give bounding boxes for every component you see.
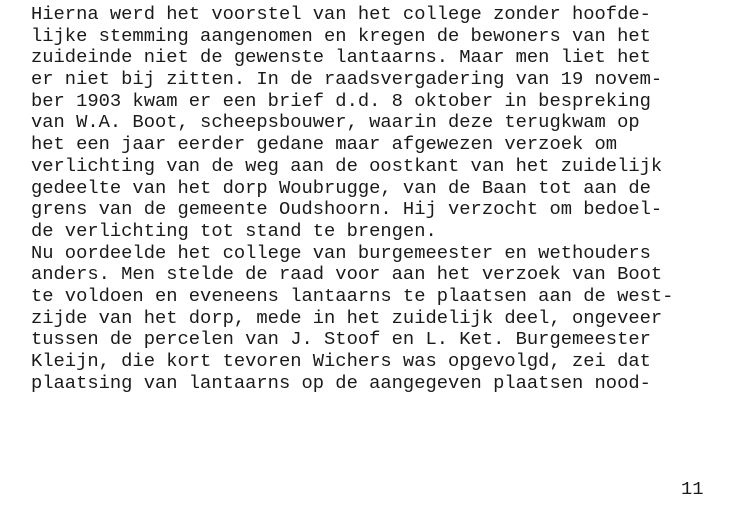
text-line: grens van de gemeente Oudshoorn. Hij verzocht om bedoel-: [31, 198, 663, 221]
text-line: Nu oordeelde het college van burgemeester en wethouders: [31, 241, 651, 264]
body-text: [31, 4, 673, 394]
text-line: Kleijn, die kort tevoren Wichers was opgevolgd, zei dat: [31, 350, 651, 372]
text-line: het een jaar eerder gedane maar afgewezen verzoek om: [31, 133, 618, 156]
text-line: de verlichting tot stand te brengen.: [31, 219, 437, 242]
text-line: van W.A. Boot, scheepsbouwer, waarin deze terugkwam op: [31, 111, 640, 134]
text-line: Hierna werd het voorstel van het college zonder hoofde-: [31, 3, 651, 25]
text-line: te voldoen en eveneens lantaarns te plaatsen aan de west-: [31, 284, 674, 307]
text-line: zijde van het dorp, mede in het zuidelijk deel, ongeveer: [31, 306, 663, 329]
text-line: tussen de percelen van J. Stoof en L. Ket. Burgemeester: [31, 328, 651, 351]
text-line: plaatsing van lantaarns op de aangegeven plaatsen nood-: [31, 371, 651, 394]
text-line: lijke stemming aangenomen en kregen de bewoners van het: [31, 24, 651, 47]
text-line: verlichting van de weg aan de oostkant van het zuidelijk: [31, 154, 663, 177]
text-line: ber 1903 kwam er een brief d.d. 8 oktober in bespreking: [31, 89, 651, 112]
text-line: er niet bij zitten. In de raadsvergadering van 19 novem-: [31, 68, 663, 91]
page-number: 11: [681, 478, 704, 500]
text-line: gedeelte van het dorp Woubrugge, van de Baan tot aan de: [31, 176, 651, 199]
text-line: anders. Men stelde de raad voor aan het verzoek van Boot: [31, 263, 663, 286]
text-line: zuideinde niet de gewenste lantaarns. Maar men liet het: [31, 46, 651, 69]
